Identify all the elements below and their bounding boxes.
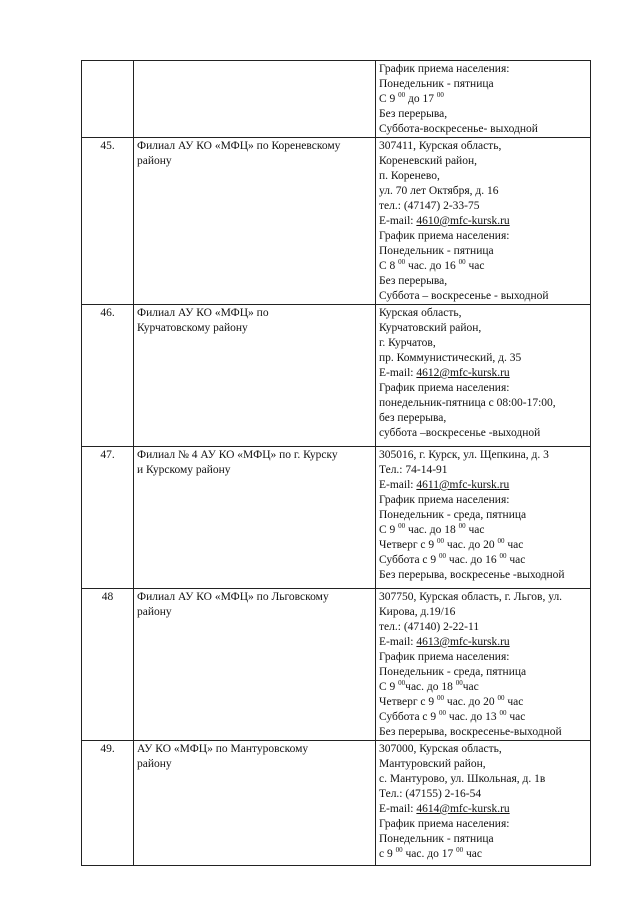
schedule-text: Без перерыва, воскресенье-выходной [379,726,562,738]
schedule-title: График приема населения: [379,63,510,75]
email-link[interactable]: 4614@mfc-kursk.ru [416,803,510,815]
schedule-text: час. до 16 [446,554,500,566]
mfc-branches-table [81,60,591,866]
schedule-text: час [504,539,524,551]
schedule-line [379,508,587,523]
schedule-line [379,568,587,583]
schedule-line [379,538,587,553]
branch-name-line: району [137,606,172,618]
time-minutes: 00 [398,523,406,530]
time-minutes: 00 [395,847,403,854]
branch-name-line: району [137,155,172,167]
branch-name-cell [134,741,376,866]
time-minutes: 00 [439,710,447,717]
email-link[interactable]: 4613@mfc-kursk.ru [416,636,510,648]
address-line: Тел.: (47155) 2-16-54 [379,788,482,800]
schedule-line [379,411,587,426]
schedule-text: час. до 13 [446,711,500,723]
schedule-text: Суббота с 9 [379,711,440,723]
schedule-line [379,523,587,538]
schedule-text: час. до 20 [444,696,498,708]
address-line: пр. Коммунистический, д. 35 [379,352,522,364]
schedule-line [379,274,587,289]
email-line [379,478,587,493]
schedule-line [379,92,587,107]
schedule-title: График приема населения: [379,382,510,394]
time-minutes: 00 [437,695,445,702]
table-row [82,61,591,138]
time-minutes: 00 [398,92,406,99]
schedule-line [379,122,587,137]
address-line: тел.: (47140) 2-22-11 [379,621,480,633]
schedule-text: понедельник-пятница с 08:00-17:00, [379,397,556,409]
schedule-text: Суббота – воскресенье - выходной [379,290,549,302]
schedule-text: час. до 18 [405,524,459,536]
schedule-text: с 9 [379,848,396,860]
schedule-text: час [465,524,485,536]
table-row [82,589,591,741]
schedule-line [379,107,587,122]
address-line: с. Мантурово, ул. Школьная, д. 1в [379,773,546,785]
time-minutes: 00 [497,538,505,545]
schedule-text: С 9 [379,681,399,693]
contact-schedule-cell [376,61,591,138]
branch-name-line: Филиал АУ КО «МФЦ» по Кореневскому [137,140,341,152]
time-minutes: 00 [456,847,464,854]
address-line: Курчатовский район, [379,322,482,334]
schedule-text: Без перерыва, воскресенье -выходной [379,569,565,581]
schedule-text: час [504,696,524,708]
schedule-title: График приема населения: [379,230,510,242]
schedule-text: Понедельник - пятница [379,833,494,845]
table-row [82,138,591,305]
schedule-line [379,244,587,259]
email-line [379,214,587,229]
time-minutes: 00 [437,538,445,545]
address-line: Тел.: 74-14-91 [379,464,448,476]
contact-schedule-cell [376,741,591,866]
branch-name-cell [134,447,376,589]
schedule-text: С 9 [379,524,399,536]
schedule-line [379,665,587,680]
schedule-text: час. до 16 [405,260,459,272]
address-line: 307750, Курская область, г. Льгов, ул. [379,591,563,603]
row-number: 46. [82,305,134,447]
schedule-text: Без перерыва, [379,275,448,287]
address-line: Курская область, [379,307,462,319]
schedule-text: час [506,554,526,566]
table-row [82,447,591,589]
schedule-text: Понедельник - среда, пятница [379,509,527,521]
email-label: E-mail: [379,479,417,491]
schedule-line [379,725,587,740]
schedule-text: час [465,260,485,272]
row-number: 49. [82,741,134,866]
time-minutes: 00 [455,680,463,687]
time-minutes: 00 [458,523,466,530]
schedule-text: час. до 18 [405,681,456,693]
address-line: Кореневский район, [379,155,477,167]
time-minutes: 00 [439,553,447,560]
time-minutes: 00 [458,259,466,266]
time-minutes: 00 [497,695,505,702]
row-number: 47. [82,447,134,589]
schedule-text: час [462,681,479,693]
schedule-title: График приема населения: [379,651,510,663]
schedule-text: Понедельник - пятница [379,78,494,90]
row-number: 45. [82,138,134,305]
branch-name-cell [134,61,376,138]
schedule-text: С 9 [379,93,399,105]
schedule-text: час. до 17 [402,848,457,860]
address-line: п. Коренево, [379,170,440,182]
schedule-text: Четверг с 9 [379,696,438,708]
time-minutes: 00 [436,92,444,99]
schedule-line [379,847,587,862]
table-row [82,741,591,866]
schedule-line [379,259,587,274]
schedule-text: Понедельник - среда, пятница [379,666,527,678]
branch-name-cell [134,589,376,741]
schedule-text: Без перерыва, [379,108,448,120]
branch-name-cell [134,305,376,447]
email-label: E-mail: [379,803,417,815]
address-line: 305016, г. Курск, ул. Щепкина, д. 3 [379,449,549,461]
schedule-line [379,695,587,710]
branch-name-line: Филиал АУ КО «МФЦ» по [137,307,269,319]
contact-schedule-cell [376,305,591,447]
branch-name-line: и Курскому району [137,464,231,476]
address-line: тел.: (47147) 2-33-75 [379,200,480,212]
address-line: 307000, Курская область, [379,743,502,755]
schedule-line [379,832,587,847]
address-line: ул. 70 лет Октября, д. 16 [379,185,499,197]
schedule-text: С 8 [379,260,399,272]
schedule-text: Суббота с 9 [379,554,440,566]
address-line: г. Курчатов, [379,337,436,349]
email-line [379,802,587,817]
time-minutes: 00 [499,710,507,717]
schedule-text: час [463,848,482,860]
schedule-text: Понедельник - пятница [379,245,494,257]
schedule-text: час. до 20 [444,539,498,551]
schedule-text: Четверг с 9 [379,539,438,551]
time-minutes: 00 [499,553,507,560]
contact-schedule-cell [376,138,591,305]
schedule-line [379,77,587,92]
schedule-line [379,680,587,695]
schedule-title: График приема населения: [379,494,510,506]
address-line: Кирова, д.19/16 [379,606,456,618]
schedule-title: График приема населения: [379,818,510,830]
email-label: E-mail: [379,367,417,379]
row-number [82,61,134,138]
time-minutes: 00 [398,259,406,266]
email-link[interactable]: 4612@mfc-kursk.ru [416,367,510,379]
schedule-text: до 17 [405,93,437,105]
branch-name-line: Курчатовскому району [137,322,248,334]
contact-schedule-cell [376,589,591,741]
schedule-text: без перерыва, [379,412,447,424]
email-link[interactable]: 4611@mfc-kursk.ru [416,479,510,491]
email-label: E-mail: [379,215,417,227]
email-link[interactable]: 4610@mfc-kursk.ru [416,215,510,227]
branch-name-line: Филиал № 4 АУ КО «МФЦ» по г. Курску [137,449,338,461]
email-line [379,366,587,381]
contact-schedule-cell [376,447,591,589]
branch-name-line: Филиал АУ КО «МФЦ» по Льговскому [137,591,329,603]
table-row [82,305,591,447]
schedule-line [379,396,587,411]
email-label: E-mail: [379,636,417,648]
schedule-text: суббота –воскресенье -выходной [379,427,541,439]
branch-name-line: АУ КО «МФЦ» по Мантуровскому [137,743,309,755]
row-number: 48 [82,589,134,741]
schedule-line [379,289,587,304]
time-minutes: 00 [398,680,406,687]
email-line [379,635,587,650]
schedule-line [379,710,587,725]
schedule-line [379,553,587,568]
address-line: 307411, Курская область, [379,140,502,152]
schedule-text: час [506,711,526,723]
branch-name-line: району [137,758,172,770]
schedule-text: Суббота-воскресенье- выходной [379,123,538,135]
branch-name-cell [134,138,376,305]
address-line: Мантуровский район, [379,758,486,770]
schedule-line [379,426,587,441]
